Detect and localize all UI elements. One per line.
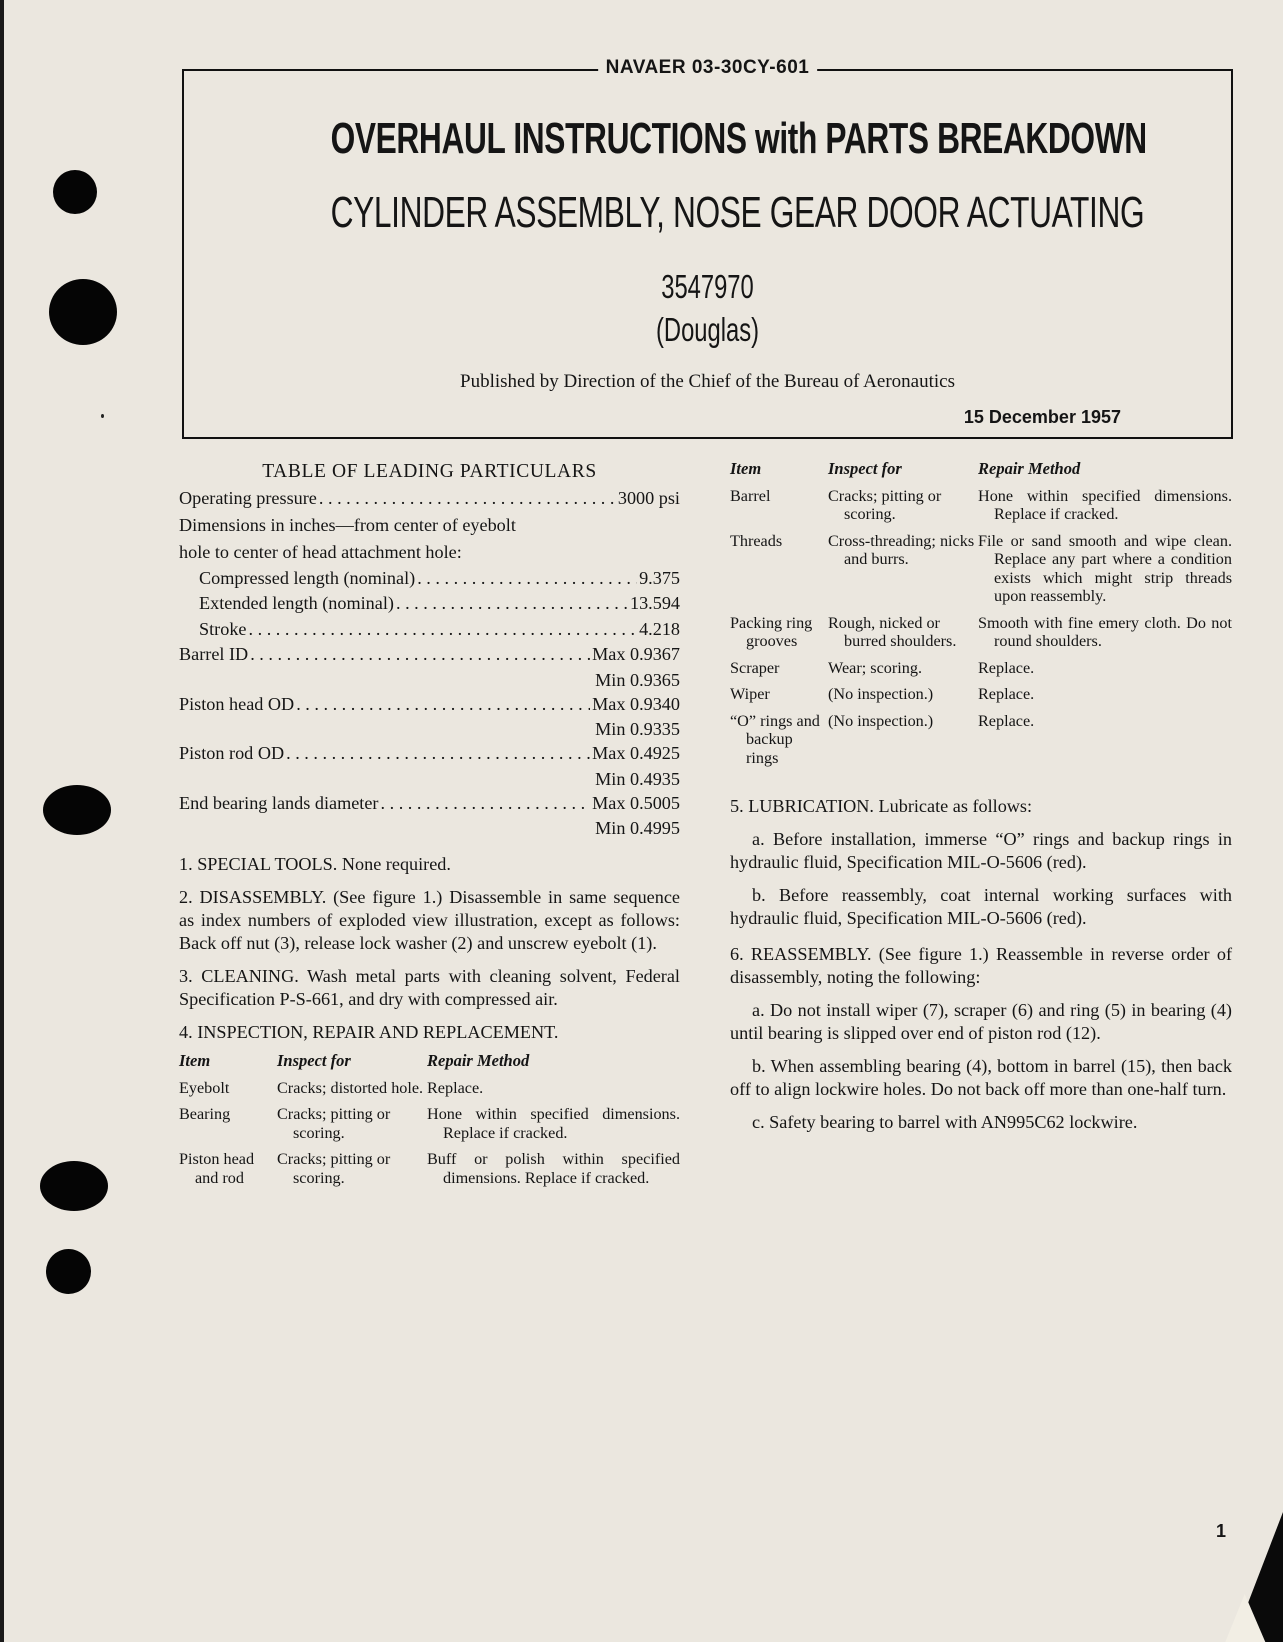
publisher-line: Published by Direction of the Chief of the Bureau of Aeronautics <box>460 371 955 392</box>
table-row <box>730 487 1232 532</box>
col-header-inspect: Inspect for <box>828 459 902 478</box>
cell-item: Threads <box>730 531 783 550</box>
tlp-value: 4.218 <box>639 618 680 639</box>
tlp-max: Max 0.9367 <box>592 644 680 664</box>
inspection-table-right <box>730 460 1232 775</box>
binder-hole <box>40 1161 108 1211</box>
table-row <box>179 1079 680 1106</box>
leader-dots <box>396 591 628 617</box>
cell-item: “O” rings and backup rings <box>730 711 820 767</box>
cell-repair: Replace. <box>978 711 1035 730</box>
cell-repair: Hone within specified dimensions. Replace if cracked. <box>427 1105 680 1142</box>
section-cleaning: 3. CLEANING. Wash metal parts with cleaning solvent, Federal Specification P-S-661, and dry with compressed air. <box>179 966 680 1009</box>
col-header-repair: Repair Method <box>427 1051 530 1070</box>
publication-date: 15 December 1957 <box>963 407 1121 427</box>
binder-hole <box>49 279 117 345</box>
cell-repair: Replace. <box>427 1078 484 1097</box>
leader-dots <box>286 741 590 767</box>
table-row <box>179 1150 680 1195</box>
cell-inspect: Cracks; pitting or scoring. <box>277 1150 391 1187</box>
tlp-value: 13.594 <box>629 593 680 613</box>
tlp-value: 9.375 <box>639 567 680 588</box>
tlp-compressed-length <box>179 566 680 592</box>
col-header-item: Item <box>179 1051 211 1070</box>
page-left-edge <box>0 0 4 1642</box>
tlp-label: Extended length (nominal) <box>199 593 394 613</box>
cell-repair: Hone within specified dimensions. Replace if cracked. <box>978 486 1232 523</box>
cell-inspect: (No inspection.) <box>828 711 934 730</box>
manufacturer: (Douglas) <box>655 311 760 348</box>
tlp-value: 3000 psi <box>617 488 680 508</box>
cell-repair: Buff or polish within specified dimensions. Replace if cracked. <box>427 1150 680 1187</box>
tlp-min: Min 0.4935 <box>595 768 680 789</box>
tlp-label: Piston rod OD <box>179 743 285 763</box>
cell-repair: Smooth with fine emery cloth. Do not round shoulders. <box>978 613 1232 650</box>
inspection-table-left <box>179 1052 680 1195</box>
tlp-stroke <box>179 617 680 643</box>
col-header-item: Item <box>730 459 762 478</box>
tlp-min: Min 0.9335 <box>595 719 680 739</box>
cell-item: Bearing <box>179 1105 231 1123</box>
document-subtitle: CYLINDER ASSEMBLY, NOSE GEAR DOOR ACTUATING <box>330 188 1145 237</box>
leader-dots <box>417 566 637 592</box>
tlp-label: End bearing lands diameter <box>179 792 379 813</box>
table-row <box>730 685 1232 712</box>
table-row <box>179 1105 680 1150</box>
tlp-label: Stroke <box>199 618 247 639</box>
section-special-tools: 1. SPECIAL TOOLS. None required. <box>179 854 451 874</box>
tlp-label: Operating pressure <box>179 488 317 508</box>
cell-inspect: Cross-threading; nicks and burrs. <box>828 531 975 568</box>
document-number: NAVAER 03-30CY-601 <box>598 57 818 79</box>
leader-dots <box>249 617 638 643</box>
cell-inspect: Cracks; pitting or scoring. <box>277 1105 391 1142</box>
cell-item: Scraper <box>730 658 780 677</box>
tlp-min: Min 0.4995 <box>595 818 680 838</box>
section-disassembly: 2. DISASSEMBLY. (See figure 1.) Disassemble in same sequence as index numbers of exploded view illustration, except as follows: Back off nut (3), release lock washer (2) and unscrew eyebolt (1). <box>179 887 680 953</box>
col-header-inspect: Inspect for <box>277 1051 351 1070</box>
binder-hole <box>53 170 97 214</box>
cell-item: Packing ring grooves <box>730 613 813 650</box>
tlp-label: Compressed length (nominal) <box>199 567 416 588</box>
tlp-operating-pressure <box>179 486 680 512</box>
tlp-max: Max 0.5005 <box>592 792 680 813</box>
lubrication-step-b: b. Before reassembly, coat internal working surfaces with hydraulic fluid, Specification MIL-O-5606 (red). <box>730 885 1232 928</box>
lubrication-step-a: a. Before installation, immerse “O” rings and backup rings in hydraulic fluid, Specification MIL-O-5606 (red). <box>730 829 1232 872</box>
col-header-repair: Repair Method <box>978 459 1081 478</box>
tlp-label: Barrel ID <box>179 644 249 664</box>
tlp-dimensions-intro: Dimensions in inches—from center of eyebolt <box>179 514 516 535</box>
leader-dots <box>296 692 590 718</box>
reassembly-step-b: b. When assembling bearing (4), bottom in barrel (15), then back off to align lockwire holes. Do not back off more than one-half turn. <box>730 1056 1232 1099</box>
cell-repair: Replace. <box>978 685 1035 703</box>
page-number: 1 <box>1216 1521 1227 1541</box>
cell-inspect: Cracks; pitting or scoring. <box>828 486 942 523</box>
cell-repair: Replace. <box>978 658 1035 677</box>
cell-item: Piston head and rod <box>179 1150 255 1187</box>
tlp-max: Max 0.4925 <box>592 743 680 763</box>
leader-dots <box>381 791 591 817</box>
reassembly-step-a: a. Do not install wiper (7), scraper (6) and ring (5) in bearing (4) until bearing is slipped over end of piston rod (12). <box>730 1000 1232 1043</box>
part-number: 3547970 <box>661 268 754 305</box>
tlp-piston-head-od <box>179 692 680 718</box>
cell-item: Barrel <box>730 486 771 505</box>
tlp-end-bearing-lands <box>179 791 680 817</box>
section-inspection-heading: 4. INSPECTION, REPAIR AND REPLACEMENT. <box>179 1022 559 1042</box>
document-title: OVERHAUL INSTRUCTIONS with PARTS BREAKDOWN <box>330 114 1147 163</box>
speck <box>101 414 104 418</box>
cell-item: Wiper <box>730 685 770 703</box>
tlp-piston-rod-od <box>179 741 680 767</box>
cell-inspect: (No inspection.) <box>828 685 934 703</box>
tlp-label: Piston head OD <box>179 693 295 714</box>
table-row <box>730 659 1232 686</box>
tlp-min: Min 0.9365 <box>595 669 680 690</box>
tlp-extended-length <box>179 591 680 617</box>
cell-inspect: Rough, nicked or burred shoulders. <box>828 613 957 650</box>
tlp-barrel-id <box>179 642 680 668</box>
reassembly-step-c: c. Safety bearing to barrel with AN995C62 lockwire. <box>752 1112 1138 1132</box>
binder-hole <box>43 785 111 835</box>
cell-repair: File or sand smooth and wipe clean. Replace any part where a condition exists which might strip threads upon reassembly. <box>978 531 1232 605</box>
cell-inspect: Wear; scoring. <box>828 658 922 677</box>
cell-inspect: Cracks; distorted hole. <box>277 1078 424 1097</box>
table-row <box>730 614 1232 659</box>
binder-hole <box>46 1249 91 1294</box>
leader-dots <box>319 486 616 512</box>
tlp-max: Max 0.9340 <box>592 693 680 714</box>
right-column <box>730 460 1232 1134</box>
leading-particulars-title: TABLE OF LEADING PARTICULARS <box>262 461 597 482</box>
left-column <box>179 460 680 1195</box>
tlp-dimensions-intro: hole to center of head attachment hole: <box>179 541 462 562</box>
table-row <box>730 532 1232 614</box>
section-lubrication: 5. LUBRICATION. Lubricate as follows: <box>730 796 1033 816</box>
leader-dots <box>250 642 590 668</box>
table-row <box>730 712 1232 776</box>
section-reassembly: 6. REASSEMBLY. (See figure 1.) Reassemble in reverse order of disassembly, noting the following: <box>730 944 1232 987</box>
cell-item: Eyebolt <box>179 1078 230 1097</box>
title-block <box>182 57 1233 439</box>
